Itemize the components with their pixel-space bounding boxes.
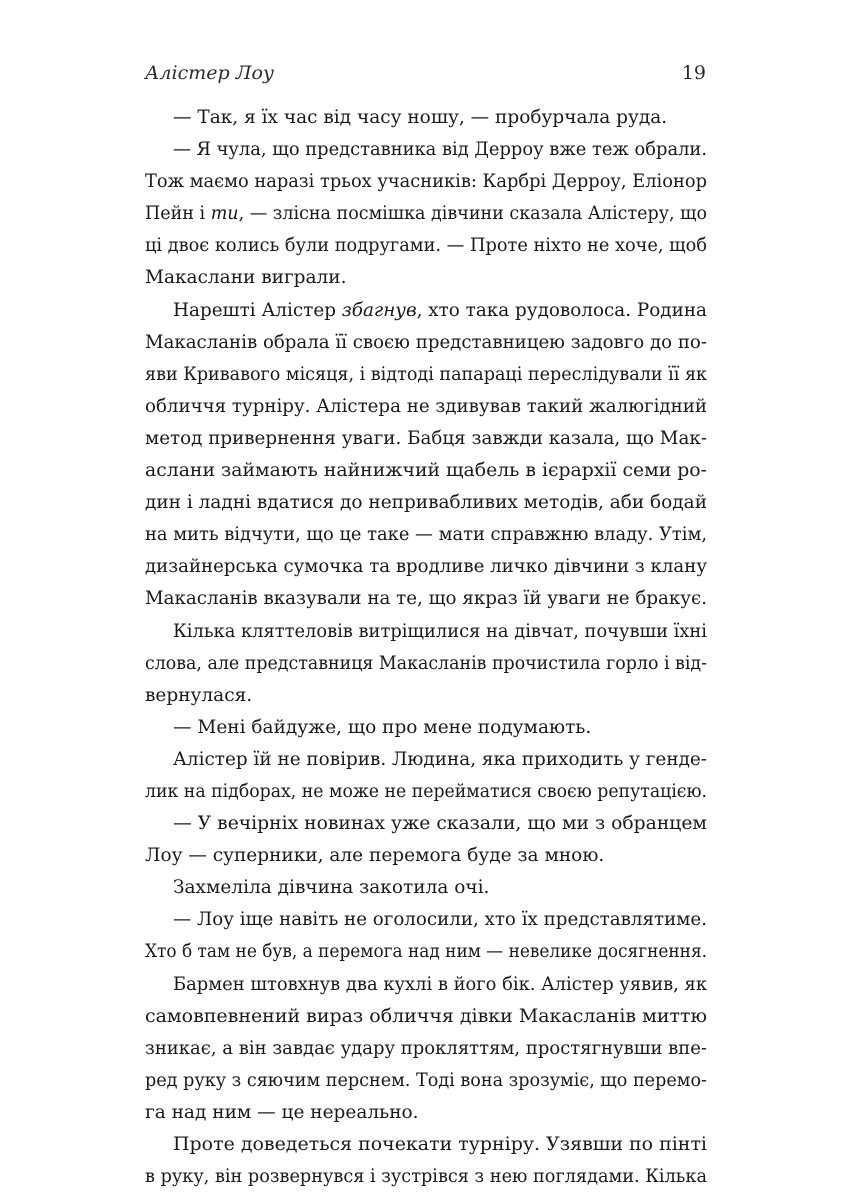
text-run: аслани займають найнижчий щабель в ієрархії семи ро- xyxy=(145,460,707,482)
text-line xyxy=(145,1033,707,1065)
text-line-content xyxy=(173,102,667,134)
text-line xyxy=(145,519,707,551)
text-line-content xyxy=(145,423,707,455)
text-line xyxy=(145,840,707,872)
text-line-content xyxy=(145,230,707,262)
text-run: дин і ладні вдатися до непривабливих методів, аби бодай xyxy=(145,492,707,514)
text-run: Захмеліла дівчина закотила очі. xyxy=(173,877,490,899)
text-line xyxy=(145,583,707,615)
text-line-content xyxy=(145,166,707,198)
text-line xyxy=(145,391,707,423)
body-text xyxy=(145,102,707,1193)
text-line xyxy=(145,1097,707,1129)
text-run: — У вечірніх новинах уже сказали, що ми з обранцем xyxy=(173,813,707,835)
text-run: — Мені байдуже, що про мене подумають. xyxy=(173,716,592,738)
text-run: яви Кривавого місяця, і відтоді папараці переслідували її як xyxy=(145,363,707,385)
text-run: лик на підборах, не може не перейматися своєю репутацією. xyxy=(145,780,707,802)
text-line xyxy=(145,808,707,840)
text-line-content xyxy=(145,1097,419,1129)
text-run: Нарешті Алістер xyxy=(173,299,342,321)
text-run: метод привернення уваги. Бабця завжди казала, що Мак- xyxy=(145,427,707,449)
italic-word: збагнув xyxy=(341,299,417,321)
text-line-content xyxy=(145,1161,707,1193)
text-line-content xyxy=(145,936,707,968)
text-line-content xyxy=(145,551,707,583)
text-line xyxy=(145,134,707,166)
text-line xyxy=(145,616,707,648)
text-line xyxy=(145,423,707,455)
text-line xyxy=(145,198,707,230)
text-line-content xyxy=(173,872,489,904)
text-run: Лоу — суперники, але перемога буде за мною. xyxy=(145,845,605,867)
text-line xyxy=(145,551,707,583)
text-line-content xyxy=(173,295,707,327)
text-run: ці двоє колись були подругами. — Проте ніхто не хоче, щоб xyxy=(145,235,707,257)
text-line-content xyxy=(145,487,707,519)
text-line-content xyxy=(173,969,707,1001)
text-line xyxy=(145,1001,707,1033)
text-line-content xyxy=(145,583,707,615)
text-run: обличчя турніру. Алістера не здивував такий жалюгідний xyxy=(145,395,707,417)
text-run: — Я чула, що представника від Дерроу вже теж обрали. xyxy=(173,139,707,161)
text-run: слова, але представниця Макасланів прочистила горло і від- xyxy=(145,652,707,674)
text-run: Пейн і xyxy=(145,203,211,225)
text-run: Кілька кляттеловів витріщилися на дівчат, почувши їхні xyxy=(173,620,707,642)
text-line-content xyxy=(173,712,591,744)
text-line-content xyxy=(145,648,707,680)
text-line xyxy=(145,230,707,262)
text-line-content xyxy=(173,808,707,840)
text-line-content xyxy=(145,1065,707,1097)
text-line-content xyxy=(145,455,707,487)
text-line xyxy=(145,1161,707,1193)
text-line xyxy=(145,712,707,744)
text-line-content xyxy=(173,744,707,776)
text-run: Бармен штовхнув два кухлі в його бік. Алістер уявив, як xyxy=(173,973,707,995)
text-line xyxy=(145,904,707,936)
text-run: Макасланів вказували на те, що якраз їй уваги не бракує. xyxy=(145,588,707,610)
text-run: Макаслани виграли. xyxy=(145,267,347,289)
italic-word: ти xyxy=(210,203,239,225)
text-line xyxy=(145,872,707,904)
page-number: 19 xyxy=(681,62,706,84)
text-line-content xyxy=(145,262,347,294)
text-line-content xyxy=(173,616,707,648)
text-line xyxy=(145,1065,707,1097)
text-line xyxy=(145,969,707,1001)
text-line xyxy=(145,166,707,198)
text-line-content xyxy=(145,198,707,230)
text-line-content xyxy=(145,519,707,551)
text-run: Проте доведеться почекати турніру. Узявши по пінті xyxy=(173,1134,707,1155)
text-line xyxy=(145,455,707,487)
text-run: , хто така рудоволоса. Родина xyxy=(416,299,707,321)
text-line xyxy=(145,102,707,134)
text-run: Тож маємо наразі трьох учасників: Карбрі Дерроу, Еліонор xyxy=(145,171,707,193)
text-line-content xyxy=(173,904,707,936)
text-line-content xyxy=(145,391,707,423)
running-head-title: Алістер Лоу xyxy=(145,62,274,84)
text-line-content xyxy=(145,1001,707,1033)
text-line xyxy=(145,936,707,968)
text-line xyxy=(145,327,707,359)
text-line xyxy=(145,744,707,776)
text-line xyxy=(145,1129,707,1161)
text-line-content xyxy=(145,327,707,359)
text-line xyxy=(145,295,707,327)
text-run: самовпевнений вираз обличчя дівки Макасланів миттю xyxy=(145,1005,707,1027)
text-run: га над ним — це нереально. xyxy=(145,1101,419,1123)
text-run: — Так, я їх час від часу ношу, — пробурчала руда. xyxy=(173,107,668,128)
text-line xyxy=(145,262,707,294)
text-line xyxy=(145,680,707,712)
text-run: ред руку з сяючим перснем. Тоді вона зрозуміє, що перемо- xyxy=(145,1069,707,1091)
text-line-content xyxy=(173,1129,707,1161)
text-run: Хто б там не був, а перемога над ним — невелике досягнення. xyxy=(145,941,707,963)
text-run: на мить відчути, що це таке — мати справжню владу. Утім, xyxy=(145,524,707,546)
text-line-content xyxy=(145,1033,707,1065)
text-line-content xyxy=(145,776,707,808)
text-run: — Лоу іще навіть не оголосили, хто їх представлятиме. xyxy=(173,909,707,931)
text-run: в руку, він розвернувся і зустрівся з нею поглядами. Кілька xyxy=(145,1166,707,1188)
text-run: Алістер їй не повірив. Людина, яка приходить у генде- xyxy=(173,748,707,770)
text-run: , — злісна посмішка дівчини сказала Алістеру, що xyxy=(238,203,708,225)
text-run: дизайнерська сумочка та вродливе личко дівчини з клану xyxy=(145,556,707,578)
text-line-content xyxy=(145,680,252,712)
text-line xyxy=(145,359,707,391)
text-line-content xyxy=(173,134,707,166)
text-line-content xyxy=(145,840,604,872)
text-line xyxy=(145,776,707,808)
text-line xyxy=(145,648,707,680)
text-run: Макасланів обрала її своєю представницею задовго до по- xyxy=(145,331,707,353)
text-line xyxy=(145,487,707,519)
text-run: вернулася. xyxy=(145,684,253,706)
text-line-content xyxy=(145,359,707,391)
text-run: зникає, а він завдає удару прокляттям, простягнувши впе- xyxy=(145,1037,707,1059)
